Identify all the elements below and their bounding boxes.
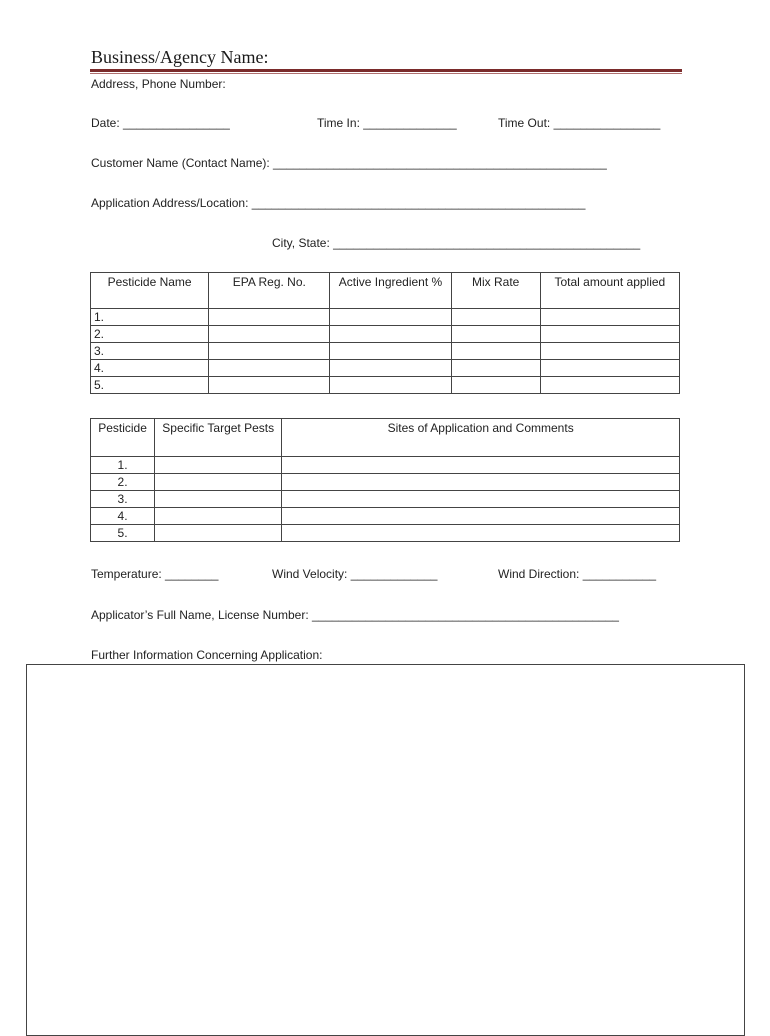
- header-rule: [90, 69, 682, 72]
- cell[interactable]: [209, 326, 330, 343]
- wind-direction-field[interactable]: Wind Direction: ___________: [498, 567, 657, 581]
- cell[interactable]: [330, 377, 451, 394]
- row-number: 5.: [91, 525, 155, 542]
- cell[interactable]: [282, 457, 680, 474]
- table-row: [91, 309, 680, 326]
- cell[interactable]: [451, 377, 540, 394]
- application-address-field[interactable]: Application Address/Location: __________________________________________________: [91, 196, 586, 210]
- row-number: 2.: [91, 474, 155, 491]
- cell[interactable]: [451, 309, 540, 326]
- time-out-field[interactable]: Time Out: ________________: [498, 116, 661, 130]
- table-row: [91, 343, 680, 360]
- row-number: 1.: [91, 457, 155, 474]
- table-row: [91, 457, 680, 474]
- cell[interactable]: [282, 525, 680, 542]
- wind-velocity-field[interactable]: Wind Velocity: _____________: [272, 567, 438, 581]
- cell[interactable]: [282, 491, 680, 508]
- cell[interactable]: [330, 309, 451, 326]
- cell[interactable]: [451, 326, 540, 343]
- temperature-field[interactable]: Temperature: ________: [91, 567, 219, 581]
- cell[interactable]: [209, 377, 330, 394]
- business-name-label: Business/Agency Name:: [91, 47, 269, 67]
- col-total-amount: Total amount applied: [540, 273, 679, 309]
- header-rule-thin: [90, 73, 682, 74]
- cell[interactable]: [330, 326, 451, 343]
- cell[interactable]: [540, 343, 679, 360]
- cell[interactable]: [155, 491, 282, 508]
- further-info-label: Further Information Concerning Application:: [91, 648, 323, 662]
- table-row: [91, 377, 680, 394]
- table-row: [91, 360, 680, 377]
- cell[interactable]: [540, 309, 679, 326]
- cell[interactable]: [540, 326, 679, 343]
- cell[interactable]: [282, 508, 680, 525]
- row-number: 4.: [91, 360, 209, 377]
- col-mix-rate: Mix Rate: [451, 273, 540, 309]
- cell[interactable]: [282, 474, 680, 491]
- row-number: 2.: [91, 326, 209, 343]
- col-sites-comments: Sites of Application and Comments: [282, 419, 680, 457]
- col-epa-reg: EPA Reg. No.: [209, 273, 330, 309]
- row-number: 1.: [91, 309, 209, 326]
- applicator-field[interactable]: Applicator’s Full Name, License Number: ______________________________________________: [91, 608, 619, 622]
- cell[interactable]: [330, 360, 451, 377]
- address-label: Address, Phone Number:: [91, 77, 226, 91]
- row-number: 3.: [91, 343, 209, 360]
- col-pesticide-name: Pesticide Name: [91, 273, 209, 309]
- cell[interactable]: [155, 525, 282, 542]
- table-row: [91, 474, 680, 491]
- table-row: [91, 491, 680, 508]
- cell[interactable]: [451, 343, 540, 360]
- cell[interactable]: [155, 474, 282, 491]
- cell[interactable]: [451, 360, 540, 377]
- pesticide-table: [90, 272, 680, 394]
- row-number: 3.: [91, 491, 155, 508]
- cell[interactable]: [209, 309, 330, 326]
- customer-name-field[interactable]: Customer Name (Contact Name): __________________________________________________: [91, 156, 607, 170]
- row-number: 5.: [91, 377, 209, 394]
- table-row: [91, 508, 680, 525]
- cell[interactable]: [209, 343, 330, 360]
- cell[interactable]: [540, 360, 679, 377]
- further-info-box[interactable]: [26, 664, 745, 1036]
- time-in-field[interactable]: Time In: ______________: [317, 116, 457, 130]
- city-state-field[interactable]: City, State: ______________________________________________: [272, 236, 641, 250]
- cell[interactable]: [155, 508, 282, 525]
- col-pesticide: Pesticide: [91, 419, 155, 457]
- date-field[interactable]: Date: ________________: [91, 116, 230, 130]
- cell[interactable]: [330, 343, 451, 360]
- cell[interactable]: [209, 360, 330, 377]
- target-pests-table: [90, 418, 680, 542]
- table-row: [91, 525, 680, 542]
- cell[interactable]: [540, 377, 679, 394]
- col-target-pests: Specific Target Pests: [155, 419, 282, 457]
- row-number: 4.: [91, 508, 155, 525]
- table-row: [91, 326, 680, 343]
- col-active-ingredient: Active Ingredient %: [330, 273, 451, 309]
- cell[interactable]: [155, 457, 282, 474]
